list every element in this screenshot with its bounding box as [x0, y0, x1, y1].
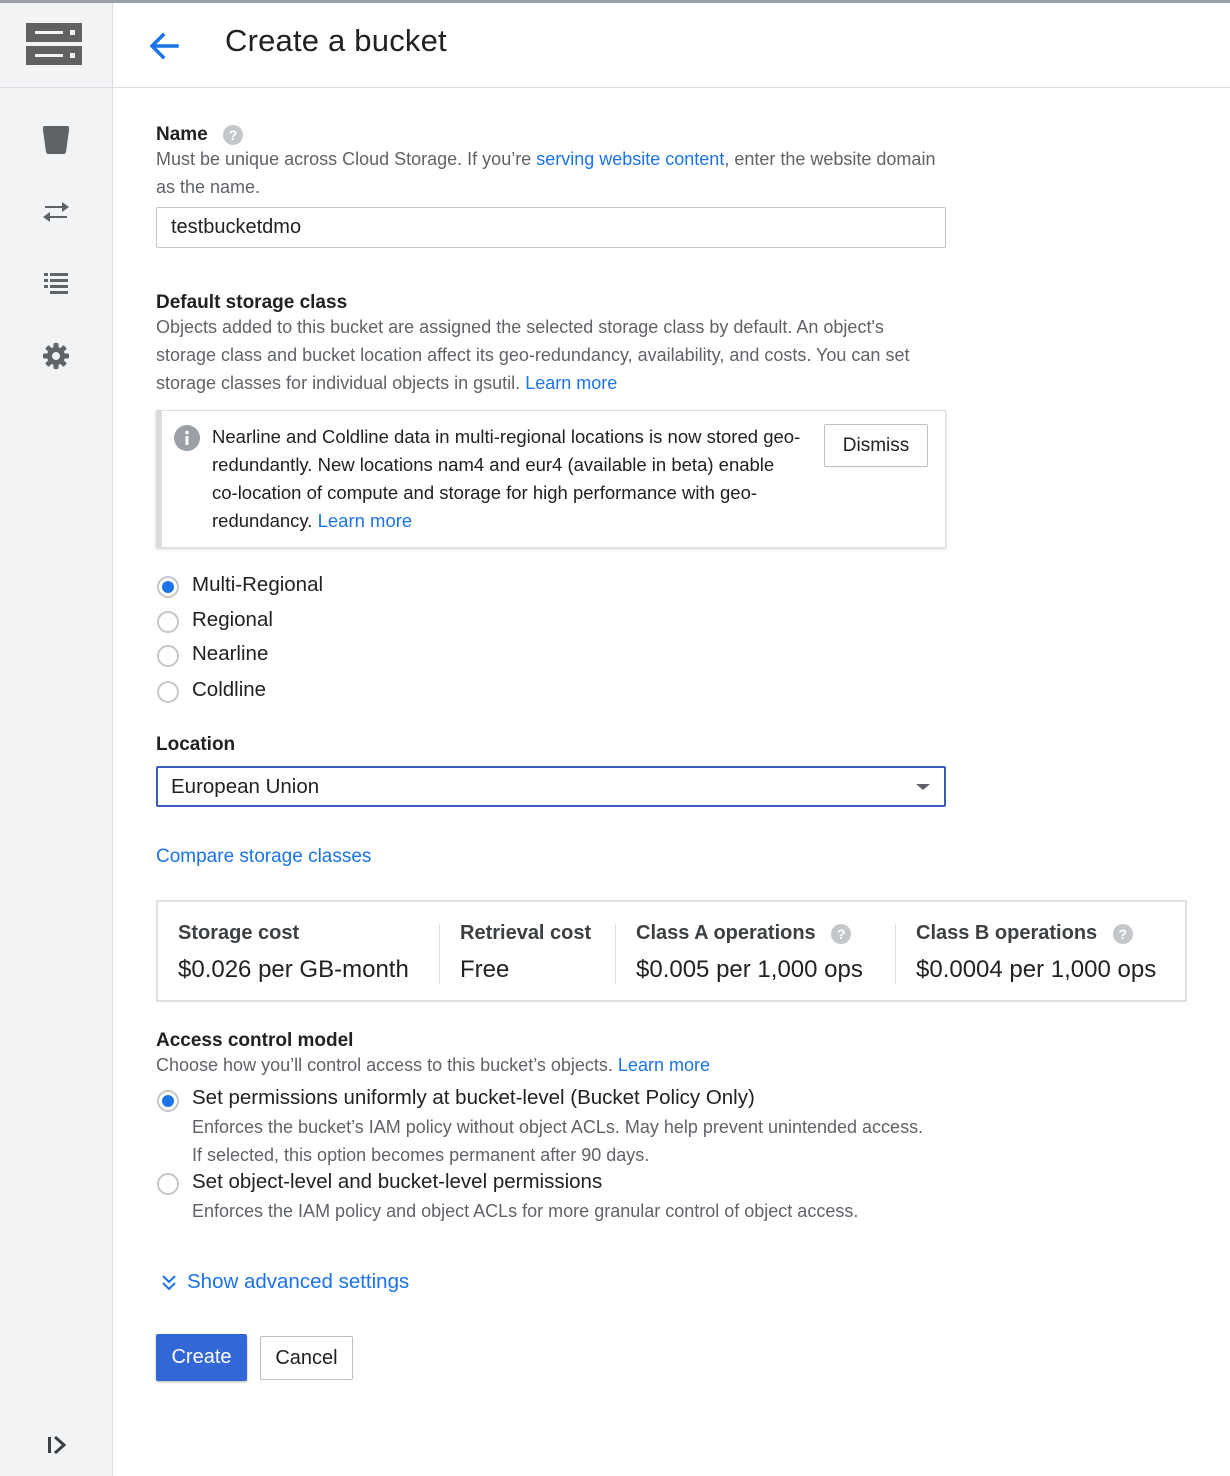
name-help-icon[interactable]: ?: [223, 125, 243, 145]
class-b-help-icon[interactable]: ?: [1113, 924, 1133, 944]
radio-label-regional[interactable]: Regional: [192, 608, 273, 631]
storage-class-label: Default storage class: [156, 292, 348, 313]
location-select-value: European Union: [171, 775, 320, 798]
cost-value: Free: [460, 956, 510, 983]
cost-header: Class A operations ?: [636, 922, 851, 945]
back-arrow-icon[interactable]: [147, 29, 181, 63]
serving-website-content-link[interactable]: serving website content: [536, 149, 725, 169]
bucket-icon[interactable]: [40, 123, 72, 155]
transfer-icon[interactable]: [40, 195, 72, 227]
radio-object-level[interactable]: [157, 1173, 179, 1195]
storage-logo-area: [0, 3, 112, 88]
cost-header: Storage cost: [178, 922, 300, 944]
settings-gear-icon[interactable]: [40, 340, 72, 372]
access-control-description: Choose how you’ll control access to this bucket’s objects. Learn more: [156, 1055, 710, 1075]
radio-label-bucket-policy-only[interactable]: Set permissions uniformly at bucket-level (Bucket Policy Only): [192, 1086, 755, 1109]
radio-nearline[interactable]: [157, 645, 179, 667]
storage-class-learn-more-link[interactable]: Learn more: [525, 373, 618, 393]
location-select[interactable]: [156, 766, 946, 807]
cost-value: $0.026 per GB-month: [178, 956, 409, 983]
left-sidebar: [0, 3, 113, 1476]
notice-learn-more-link[interactable]: Learn more: [317, 510, 413, 531]
double-chevron-down-icon: [160, 1273, 178, 1293]
radio-bucket-policy-only[interactable]: [157, 1090, 179, 1112]
cost-divider: [895, 924, 896, 984]
show-advanced-settings-label[interactable]: Show advanced settings: [187, 1270, 410, 1293]
info-icon: [174, 425, 200, 451]
dropdown-caret-icon: [916, 784, 930, 790]
location-label: Location: [156, 734, 236, 755]
access-control-label: Access control model: [156, 1030, 354, 1051]
access-control-learn-more-link[interactable]: Learn more: [617, 1055, 710, 1075]
expand-sidebar-icon[interactable]: [40, 1429, 72, 1461]
cost-summary-table: [156, 900, 1187, 1002]
bucket-policy-only-description: Enforces the bucket’s IAM policy without object ACLs. May help prevent unintended access. If selected, this option becomes permanent after 90 days.: [192, 1117, 924, 1165]
cost-value: $0.0004 per 1,000 ops: [916, 956, 1157, 983]
storage-class-description: Objects added to this bucket are assigned the selected storage class by default. An object's storage class and bucket location affect its geo-redundancy, availability, and costs. You can set storage classes for individual objects in gsutil. Learn more: [156, 317, 910, 393]
dismiss-button[interactable]: Dismiss: [824, 424, 928, 467]
cost-divider: [439, 924, 440, 984]
cost-value: $0.005 per 1,000 ops: [636, 956, 863, 983]
radio-label-object-level[interactable]: Set object-level and bucket-level permissions: [192, 1170, 603, 1193]
bucket-name-input[interactable]: [156, 207, 946, 248]
radio-label-nearline[interactable]: Nearline: [192, 642, 269, 665]
create-button[interactable]: Create: [156, 1334, 247, 1381]
class-a-help-icon[interactable]: ?: [831, 924, 851, 944]
radio-coldline[interactable]: [157, 681, 179, 703]
radio-regional[interactable]: [157, 611, 179, 633]
cost-header: Class B operations ?: [916, 922, 1133, 945]
name-label: Name ?: [156, 124, 243, 146]
cost-header: Retrieval cost: [460, 922, 592, 944]
cancel-button[interactable]: Cancel: [260, 1336, 353, 1380]
radio-multi-regional[interactable]: [157, 576, 179, 598]
page-header: [113, 3, 1230, 88]
page-title: Create a bucket: [225, 23, 447, 58]
notice-text: Nearline and Coldline data in multi-regional locations is now stored geo-redundantly. New locations nam4 and eur4 (available in beta) enable co-location of compute and storage for high performance with geo-redundancy. Learn more: [212, 426, 801, 531]
radio-label-multi-regional[interactable]: Multi-Regional: [192, 573, 324, 596]
compare-storage-classes-link[interactable]: Compare storage classes: [156, 846, 372, 867]
storage-logo-icon: [26, 23, 82, 65]
name-help-text: Must be unique across Cloud Storage. If you’re serving website content, enter the website domain as the name.: [156, 149, 936, 197]
object-level-description: Enforces the IAM policy and object ACLs for more granular control of object access.: [192, 1201, 859, 1221]
list-icon[interactable]: [40, 267, 72, 299]
radio-label-coldline[interactable]: Coldline: [192, 678, 267, 701]
geo-redundancy-notice: [156, 410, 946, 548]
cost-divider: [615, 924, 616, 984]
